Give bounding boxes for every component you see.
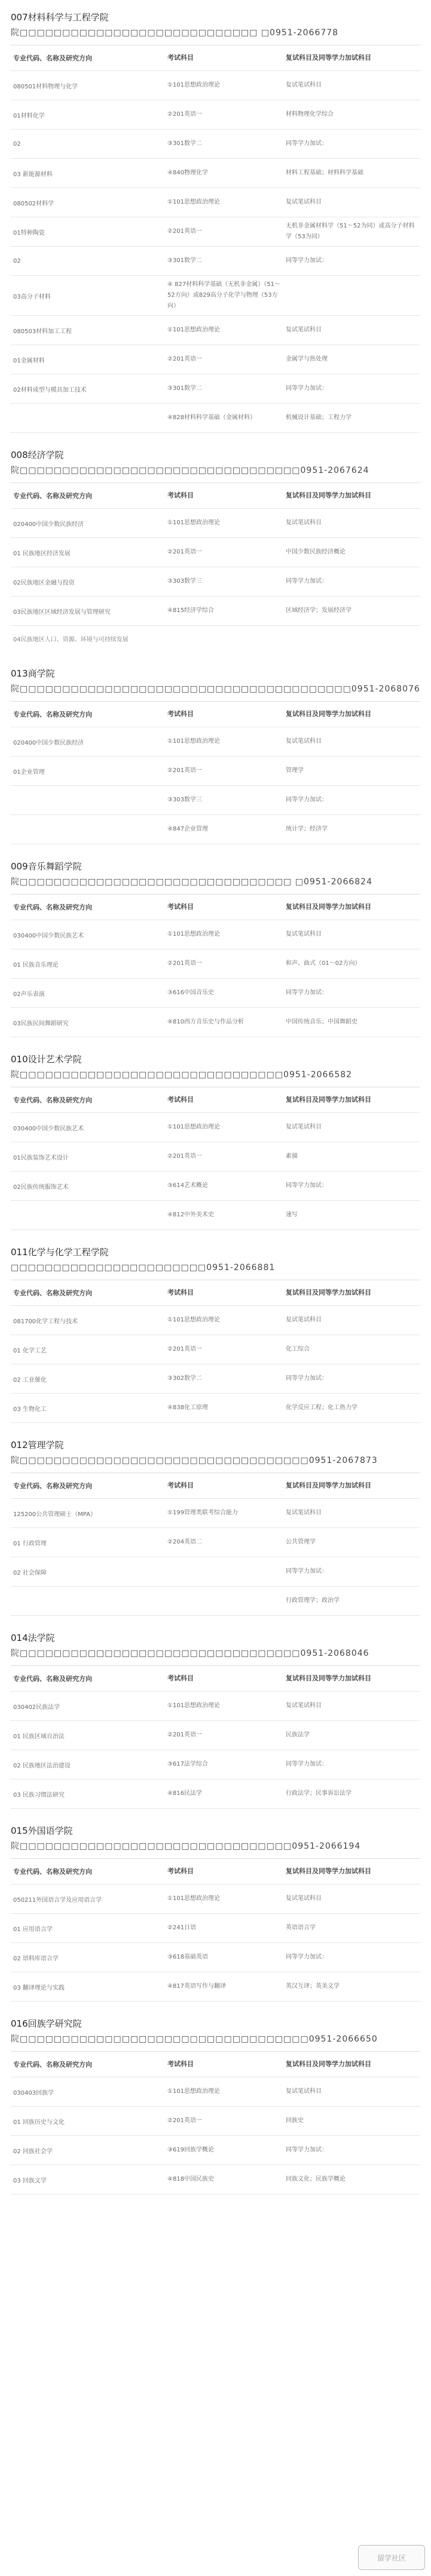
program-table <box>11 1858 420 2002</box>
header-cell: 专业代码、名称及研究方向 <box>13 711 92 718</box>
table-row <box>11 276 420 316</box>
program-section <box>11 1438 420 1616</box>
table-cell: 01 民族地区经济发展 <box>13 550 71 557</box>
section-title: 014法学院 <box>11 1633 55 1643</box>
table-cell: 同等学力加试： <box>286 1375 328 1382</box>
program-table <box>11 1473 420 1616</box>
table-row <box>11 786 420 815</box>
table-cell: 英语语言学 <box>286 1925 316 1931</box>
table-cell: 01民族装饰艺术设计 <box>13 1154 69 1161</box>
table-cell: 同等学力加试： <box>286 1182 328 1189</box>
table-row <box>11 404 420 433</box>
program-section <box>11 860 420 1037</box>
table-cell: 材料工程基础；材料科学基础 <box>286 170 363 176</box>
table-row <box>11 920 420 949</box>
table-row <box>11 374 420 404</box>
table-row <box>11 727 420 757</box>
table-row <box>11 217 420 247</box>
header-cell: 专业代码、名称及研究方向 <box>13 1868 92 1876</box>
header-cell: 专业代码、名称及研究方向 <box>13 2061 92 2068</box>
table-row <box>11 949 420 979</box>
table-cell: 民族法学 <box>286 1732 310 1738</box>
table-cell: 03 翻译理论与实践 <box>13 1984 65 1991</box>
table-cell: ②201英语一 <box>167 767 203 774</box>
section-contact: 院□□□□□□□□□□□□□□□□□□□□□□□□□□□□□□□□□□□□□□□0951-2068076 <box>11 684 420 694</box>
table-cell: 02 民族地区法治建设 <box>13 1762 71 1769</box>
table-cell: 02材料成型与模具加工技术 <box>13 386 87 394</box>
table-cell: ③302数学二 <box>167 1375 203 1382</box>
table-row <box>11 1750 420 1779</box>
table-row <box>11 1528 420 1557</box>
table-cell: ④810西方音乐史与作品分析 <box>167 1019 244 1025</box>
table-cell: 和声、曲式（01～02方向） <box>286 960 361 967</box>
table-header <box>11 1280 420 1306</box>
table-cell: 中国少数民族经济概论 <box>286 549 346 555</box>
table-cell: 复试笔试科目 <box>286 1510 322 1516</box>
header-cell: 复试科目及同等学力加试科目 <box>286 903 371 911</box>
program-table <box>11 482 420 626</box>
table-cell: 统计学；经济学 <box>286 826 328 832</box>
table-row <box>11 1113 420 1142</box>
table-cell: 复试笔试科目 <box>286 2088 322 2095</box>
header-cell: 考试科目 <box>167 1096 194 1103</box>
table-cell: 行政管理学；政治学 <box>286 1597 340 1604</box>
header-cell: 专业代码、名称及研究方向 <box>13 1289 92 1297</box>
table-row <box>11 1885 420 1914</box>
table-row <box>11 1394 420 1423</box>
section-contact: 院□□□□□□□□□□□□□□□□□□□□□□□□□□□□□□□□□0951-2067624 <box>11 466 369 475</box>
header-cell: 考试科目 <box>167 54 194 62</box>
table-cell: 02 社会保障 <box>13 1569 47 1576</box>
header-cell: 复试科目及同等学力加试科目 <box>286 1096 371 1103</box>
program-table <box>11 45 420 433</box>
table-cell: ③614艺术概论 <box>167 1182 209 1189</box>
table-cell: ③617法学综合 <box>167 1761 209 1767</box>
table-cell: 同等学力加试： <box>286 2147 328 2153</box>
table-cell <box>165 1597 283 1604</box>
header-cell: 复试科目及同等学力加试科目 <box>286 491 371 499</box>
table-cell: ①101思想政治理论 <box>167 1895 221 1902</box>
table-cell: 02民族地区金融与投资 <box>13 579 75 586</box>
table-row <box>11 815 420 844</box>
table-cell: 125200公共管理硕士（MPA） <box>13 1511 97 1518</box>
header-cell: 复试科目及同等学力加试科目 <box>286 54 371 62</box>
table-cell: ④838化工原理 <box>167 1404 209 1411</box>
table-cell: 公共管理学 <box>286 1539 316 1545</box>
table-row <box>11 1499 420 1528</box>
table-header <box>11 1087 420 1113</box>
table-cell: ①101思想政治理论 <box>167 738 221 745</box>
header-cell: 复试科目及同等学力加试科目 <box>286 1481 371 1489</box>
table-row <box>11 2077 420 2107</box>
table-row <box>11 2107 420 2136</box>
program-table <box>11 701 420 844</box>
table-cell: ②201英语一 <box>167 111 203 118</box>
header-cell: 考试科目 <box>167 491 194 499</box>
table-cell: 01 回族历史与文化 <box>13 2119 65 2126</box>
table-cell: 03 民族习惯法研究 <box>13 1791 65 1799</box>
table-cell: 03 回族文学 <box>13 2177 47 2184</box>
table-cell: ③303数学三 <box>167 578 203 585</box>
table-cell: ①101思想政治理论 <box>167 931 221 937</box>
program-section <box>11 1824 420 2002</box>
table-row <box>11 1172 420 1201</box>
table-cell: 行政法学；民事诉讼法学 <box>286 1790 351 1797</box>
table-cell <box>11 826 165 833</box>
table-cell: 复试笔试科目 <box>286 1702 322 1709</box>
header-cell: 专业代码、名称及研究方向 <box>13 903 92 911</box>
table-cell: 同等学力加试： <box>286 989 328 996</box>
table-row <box>11 1692 420 1721</box>
table-cell: 020400中国少数民族经济 <box>13 521 84 528</box>
table-cell: 同等学力加试： <box>286 578 328 585</box>
table-cell: 金属学与热处理 <box>286 356 328 362</box>
table-cell: ①101思想政治理论 <box>167 1124 221 1130</box>
table-header <box>11 1859 420 1885</box>
table-header <box>11 702 420 727</box>
table-cell: ④ 827材料科学基础（无机非金属）（51～52方向）或829高分子化学与物理（53方向） <box>167 281 280 309</box>
table-cell: 080501材料物理与化学 <box>13 83 78 90</box>
table-cell: 050211外国语言学及应用语言学 <box>13 1896 102 1904</box>
table-cell: 中国传统音乐；中国舞蹈史 <box>286 1019 357 1025</box>
table-cell: 01特种陶瓷 <box>13 229 45 236</box>
table-cell: 同等学力加试： <box>286 1761 328 1767</box>
table-cell: 03高分子材料 <box>13 293 51 300</box>
header-cell: 复试科目及同等学力加试科目 <box>286 1867 371 1875</box>
table-cell: 02 语料库语言学 <box>13 1955 59 1962</box>
table-cell: ①101思想政治理论 <box>167 199 221 205</box>
section-title: 011化学与化学工程学院 <box>11 1247 109 1258</box>
table-row <box>11 509 420 538</box>
table-row <box>11 316 420 345</box>
table-cell: 01 化学工艺 <box>13 1347 47 1354</box>
table-cell: ④816民法学 <box>167 1790 203 1797</box>
header-cell: 专业代码、名称及研究方向 <box>13 1675 92 1683</box>
table-cell: 速写 <box>286 1212 298 1218</box>
section-contact: 院□□□□□□□□□□□□□□□□□□□□□□□□□□□□□□□□ □0951-2066824 <box>11 877 372 887</box>
program-section <box>11 1631 420 1809</box>
table-cell: ②201英语一 <box>167 1153 203 1160</box>
table-cell: 同等学力加试： <box>286 797 328 803</box>
table-cell: 02 回族社会学 <box>13 2148 53 2155</box>
table-row <box>11 1142 420 1172</box>
table-row <box>11 1943 420 1972</box>
table-cell: 080503材料加工工程 <box>13 328 72 335</box>
table-cell: ②201英语一 <box>167 1346 203 1352</box>
table-row <box>11 2136 420 2165</box>
program-table <box>11 1665 420 1809</box>
watermark-text: 留学社区 <box>377 2553 406 2562</box>
table-cell: ③301数学二 <box>167 385 203 392</box>
table-row <box>11 2165 420 2194</box>
table-cell: 03民族民间舞蹈研究 <box>13 1020 69 1027</box>
table-cell: ②201英语一 <box>167 228 203 235</box>
table-cell <box>11 1212 165 1219</box>
watermark-badge <box>358 2545 425 2570</box>
section-contact: 院□□□□□□□□□□□□□□□□□□□□□□□□□□□□□□□0951-2066582 <box>11 1070 353 1080</box>
table-row <box>11 1306 420 1335</box>
program-section <box>11 1246 420 1423</box>
program-section <box>11 11 420 433</box>
program-section <box>11 2017 420 2194</box>
table-cell: ①101思想政治理论 <box>167 1702 221 1709</box>
table-cell: 01企业管理 <box>13 769 45 776</box>
table-row <box>11 1721 420 1750</box>
table-row <box>11 1587 420 1616</box>
table-cell: 02民族传统服饰艺术 <box>13 1184 69 1191</box>
table-row <box>11 1201 420 1230</box>
table-cell: 01材料化学 <box>13 112 45 119</box>
header-cell: 考试科目 <box>167 1674 194 1682</box>
table-cell: ④815经济学综合 <box>167 607 215 614</box>
table-header <box>11 483 420 509</box>
table-cell <box>283 292 420 299</box>
table-cell: 03民族地区区域经济发展与管理研究 <box>13 608 111 616</box>
table-cell: 回族文化；民族学概论 <box>286 2176 346 2182</box>
table-cell: 03 生物化工 <box>13 1406 47 1413</box>
table-cell: ①199管理类联考综合能力 <box>167 1510 239 1516</box>
table-cell: 复试笔试科目 <box>286 519 322 526</box>
table-cell: 无机非金属材料学（51～52为同）或高分子材料学（53为同） <box>286 223 415 240</box>
table-cell: 030400中国少数民族艺术 <box>13 1125 84 1132</box>
header-cell: 考试科目 <box>167 2060 194 2068</box>
table-cell: 02 <box>13 257 21 265</box>
table-cell <box>11 414 165 422</box>
program-table <box>11 894 420 1037</box>
section-title: 009音乐舞蹈学院 <box>11 861 82 872</box>
section-title: 012管理学院 <box>11 1440 64 1450</box>
table-row <box>11 1914 420 1943</box>
section-title: 008经济学院 <box>11 450 64 460</box>
header-cell: 复试科目及同等学力加试科目 <box>286 2060 371 2068</box>
header-cell: 考试科目 <box>167 1867 194 1875</box>
table-cell: 材料物理化学综合 <box>286 111 334 118</box>
table-cell: 01 民族区域自治法 <box>13 1733 65 1740</box>
table-cell <box>11 797 165 804</box>
table-cell: 复试笔试科目 <box>286 1124 322 1130</box>
table-cell: 化学反应工程；化工热力学 <box>286 1404 357 1411</box>
table-cell: ②201英语一 <box>167 960 203 967</box>
table-cell: 01金属材料 <box>13 357 45 364</box>
table-row <box>11 1972 420 2002</box>
table-cell: ②201英语一 <box>167 356 203 362</box>
table-row <box>11 345 420 374</box>
table-header <box>11 2052 420 2077</box>
header-cell: 专业代码、名称及研究方向 <box>13 492 92 500</box>
table-cell: ④840物理化学 <box>167 170 209 176</box>
table-cell: ①101思想政治理论 <box>167 1317 221 1323</box>
table-cell: 复试笔试科目 <box>286 199 322 205</box>
section-contact: 院□□□□□□□□□□□□□□□□□□□□□□□□□□□□□□□□0951-2066194 <box>11 1842 361 1851</box>
table-cell: ④847企业管理 <box>167 826 209 832</box>
table-cell: 区域经济学；发展经济学 <box>286 607 351 614</box>
table-row <box>11 247 420 276</box>
table-cell: ④818中国民族史 <box>167 2176 215 2182</box>
table-cell: 同等学力加试： <box>286 140 328 147</box>
table-row <box>11 1779 420 1809</box>
table-row <box>11 1335 420 1364</box>
table-cell: ①101思想政治理论 <box>167 2088 221 2095</box>
table-cell: ②201英语一 <box>167 1732 203 1738</box>
header-cell: 考试科目 <box>167 1481 194 1489</box>
table-header <box>11 45 420 71</box>
section-title: 016回族学研究院 <box>11 2018 82 2029</box>
section-contact: 院□□□□□□□□□□□□□□□□□□□□□□□□□□□□□□□□□□0951-2067873 <box>11 1456 378 1465</box>
header-cell: 复试科目及同等学力加试科目 <box>286 1674 371 1682</box>
section-contact: 院□□□□□□□□□□□□□□□□□□□□□□□□□□□□□□□□□□0951-2066650 <box>11 2034 378 2044</box>
program-section <box>11 448 420 651</box>
section-title: 015外国语学院 <box>11 1825 73 1836</box>
table-row <box>11 597 420 626</box>
table-cell: ③619回族学概论 <box>167 2147 215 2153</box>
table-cell: 同等学力加试： <box>286 1568 328 1575</box>
table-row <box>11 188 420 217</box>
table-cell: ③616中国音乐史 <box>167 989 215 996</box>
table-cell: 02 工业催化 <box>13 1376 47 1384</box>
table-cell: ①101思想政治理论 <box>167 327 221 333</box>
program-section <box>11 1053 420 1230</box>
table-row <box>11 538 420 567</box>
header-cell: 专业代码、名称及研究方向 <box>13 54 92 62</box>
table-row <box>11 1008 420 1037</box>
section-contact: 院□□□□□□□□□□□□□□□□□□□□□□□□□□□□□□□□□0951-2068046 <box>11 1649 369 1658</box>
table-cell: 复试笔试科目 <box>286 931 322 937</box>
table-row <box>11 159 420 188</box>
table-cell: ③618基础英语 <box>167 1954 209 1960</box>
table-cell: 081700化学工程与技术 <box>13 1318 78 1325</box>
header-cell: 考试科目 <box>167 1289 194 1296</box>
table-cell: ②241日语 <box>167 1925 197 1931</box>
program-table <box>11 1280 420 1423</box>
table-cell: ③301数学二 <box>167 257 203 264</box>
header-cell: 专业代码、名称及研究方向 <box>13 1482 92 1490</box>
table-cell: 01 行政管理 <box>13 1540 47 1547</box>
section-contact: 院□□□□□□□□□□□□□□□□□□□□□□□□□□□□ □0951-2066778 <box>11 28 339 38</box>
section-title: 013商学院 <box>11 668 55 679</box>
table-header <box>11 894 420 920</box>
table-cell: 080502材料学 <box>13 200 54 207</box>
table-cell: ②201英语一 <box>167 2117 203 2124</box>
table-cell: ②201英语一 <box>167 549 203 555</box>
table-cell: 03 新能源材料 <box>13 171 53 178</box>
table-cell: 复试笔试科目 <box>286 738 322 745</box>
table-header <box>11 1473 420 1499</box>
program-section <box>11 667 420 844</box>
table-cell: 复试笔试科目 <box>286 1895 322 1902</box>
table-cell: ②204英语二 <box>167 1539 203 1545</box>
table-cell: 同等学力加试： <box>286 1954 328 1960</box>
table-row <box>11 71 420 100</box>
table-cell: 机械设计基础；工程力学 <box>286 414 351 421</box>
header-cell: 考试科目 <box>167 903 194 911</box>
table-cell: 01 应用语言学 <box>13 1926 53 1933</box>
table-cell: 030403回族学 <box>13 2089 54 2097</box>
table-cell: ③301数学二 <box>167 140 203 147</box>
table-row <box>11 979 420 1008</box>
table-cell: 化工综合 <box>286 1346 310 1352</box>
table-row <box>11 100 420 130</box>
table-cell: 素描 <box>286 1153 298 1160</box>
table-cell: 02声乐表演 <box>13 991 45 998</box>
table-cell: ①101思想政治理论 <box>167 519 221 526</box>
table-cell: ④817英语写作与翻译 <box>167 1983 227 1990</box>
table-cell <box>165 1568 283 1575</box>
program-table <box>11 2051 420 2194</box>
table-cell: 回族史 <box>286 2117 304 2124</box>
header-cell: 复试科目及同等学力加试科目 <box>286 710 371 718</box>
table-row <box>11 130 420 159</box>
table-row <box>11 567 420 597</box>
table-cell: 020400中国少数民族经济 <box>13 739 84 746</box>
header-cell: 专业代码、名称及研究方向 <box>13 1096 92 1104</box>
section-contact: □□□□□□□□□□□□□□□□□□□□□□□0951-2066881 <box>11 1263 276 1272</box>
section-title: 010设计艺术学院 <box>11 1054 82 1065</box>
table-row <box>11 1557 420 1587</box>
header-cell: 考试科目 <box>167 710 194 718</box>
table-cell: 复试笔试科目 <box>286 82 322 88</box>
table-cell: ④828材料科学基础（金属材料） <box>167 414 256 421</box>
header-cell: 复试科目及同等学力加试科目 <box>286 1289 371 1296</box>
table-cell: 管理学 <box>286 767 304 774</box>
table-header <box>11 1666 420 1692</box>
table-cell: 同等学力加试： <box>286 385 328 392</box>
table-cell: 02 <box>13 140 21 147</box>
table-row <box>11 757 420 786</box>
section-note: 04民族地区人口、资源、环境与可持续发展 <box>13 637 129 643</box>
table-cell: 01 民族音乐理论 <box>13 961 59 969</box>
table-cell: 复试笔试科目 <box>286 1317 322 1323</box>
table-cell: 英汉互译；英美文学 <box>286 1983 340 1990</box>
table-cell: 030402民族法学 <box>13 1704 60 1711</box>
table-cell <box>11 1597 165 1604</box>
table-cell: 复试笔试科目 <box>286 327 322 333</box>
program-table <box>11 1087 420 1230</box>
table-cell: 同等学力加试： <box>286 257 328 264</box>
section-title: 007材料科学与工程学院 <box>11 12 109 23</box>
table-cell: ①101思想政治理论 <box>167 82 221 88</box>
table-row <box>11 1364 420 1394</box>
table-cell: 030400中国少数民族艺术 <box>13 932 84 939</box>
table-cell: ④812中外美术史 <box>167 1212 215 1218</box>
table-cell: ③303数学三 <box>167 797 203 803</box>
